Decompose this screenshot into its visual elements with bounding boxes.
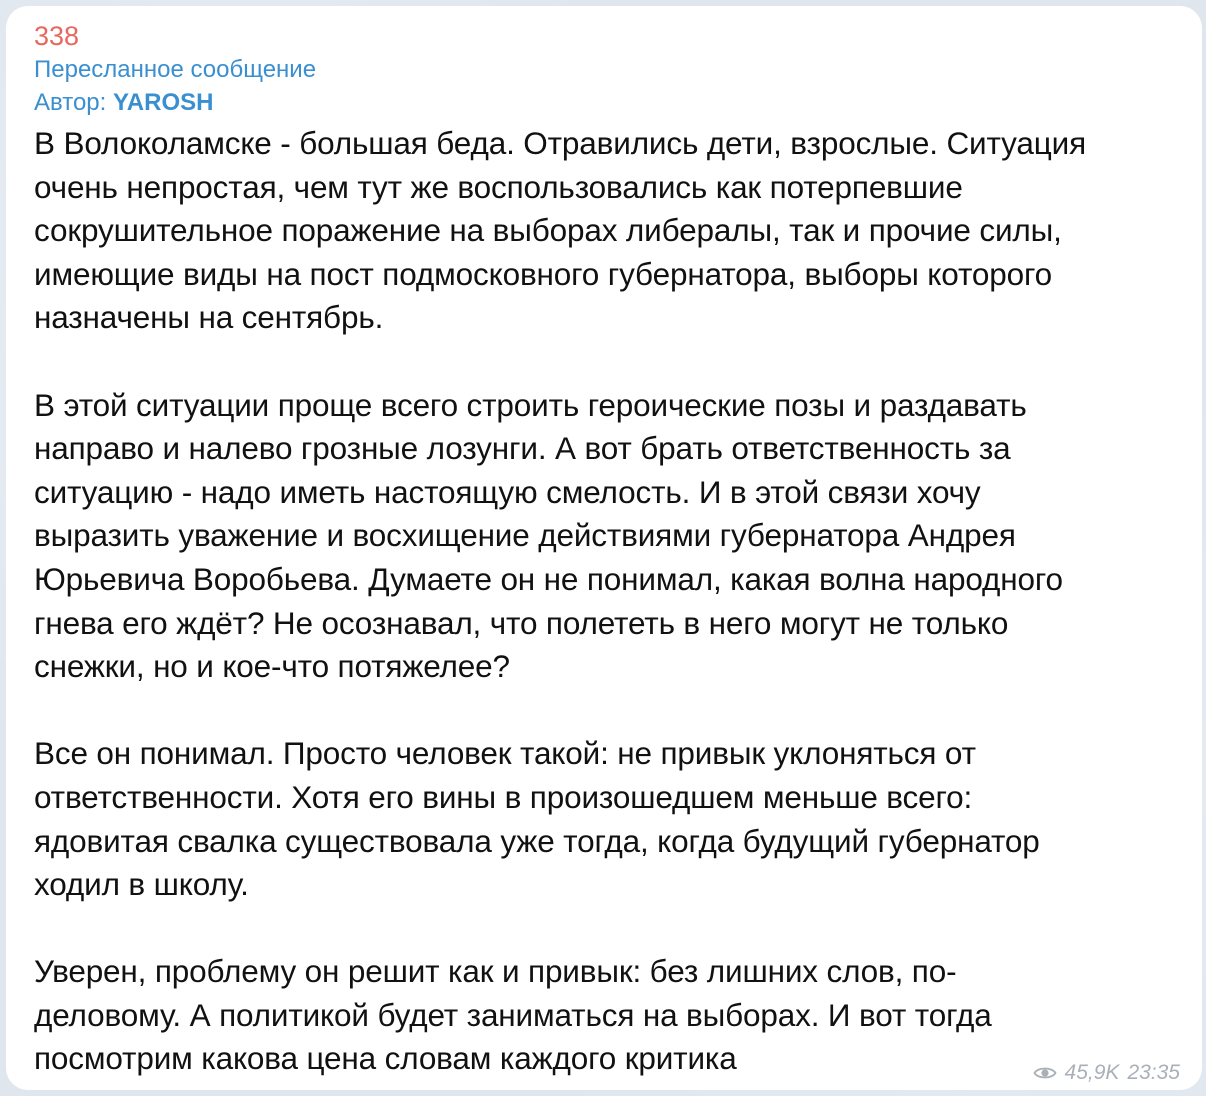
forward-header[interactable] <box>34 53 316 119</box>
text-line: снежки, но и кое-что потяжелее? <box>34 648 510 685</box>
message-meta <box>1033 1060 1180 1086</box>
text-line: деловому. А политикой будет заниматься на выборах. И вот тогда <box>34 996 992 1033</box>
text-line: ходил в школу. <box>34 866 249 903</box>
text-line: В этой ситуации проще всего строить героические позы и раздавать <box>34 386 1027 423</box>
text-line: гнева его ждёт? Не осознавал, что полететь в него могут не только <box>34 604 1009 641</box>
text-line: имеющие виды на пост подмосковного губернатора, выборы которого <box>34 255 1052 292</box>
author-name[interactable]: YAROSH <box>112 89 214 116</box>
message-text <box>34 122 1199 1081</box>
paragraph-3 <box>34 732 1199 906</box>
text-line: посмотрим какова цена словам каждого критика <box>34 1040 737 1077</box>
paragraph-4 <box>34 950 1199 1081</box>
text-line: выразить уважение и восхищение действиями губернатора Андрея <box>34 517 1016 554</box>
text-line: назначены на сентябрь. <box>34 299 384 336</box>
author-label: Автор: <box>34 89 113 116</box>
channel-name[interactable]: 338 <box>34 21 80 51</box>
text-line: направо и налево грозные лозунги. А вот брать ответственность за <box>34 430 1011 467</box>
text-line: ядовитая свалка существовала уже тогда, когда будущий губернатор <box>34 822 1040 859</box>
view-count: 45,9K <box>1064 1061 1120 1084</box>
text-line: Юрьевича Воробьева. Думаете он не понимал, какая волна народного <box>34 560 1063 597</box>
message-time: 23:35 <box>1127 1061 1180 1084</box>
text-line: Все он понимал. Просто человек такой: не привык уклоняться от <box>34 735 976 772</box>
paragraph-1 <box>34 122 1199 340</box>
message-bubble[interactable] <box>6 6 1202 1090</box>
text-line: сокрушительное поражение на выборах либералы, так и прочие силы, <box>34 212 1062 249</box>
author-line <box>34 86 316 119</box>
forwarded-label: Пересланное сообщение <box>34 56 317 83</box>
eye-icon <box>1033 1065 1057 1081</box>
text-line: В Волоколамске - большая беда. Отравились дети, взрослые. Ситуация <box>34 125 1086 161</box>
text-line: ответственности. Хотя его вины в произошедшем меньше всего: <box>34 778 973 815</box>
text-line: ситуацию - надо иметь настоящую смелость. И в этой связи хочу <box>34 473 981 510</box>
paragraph-2 <box>34 384 1199 689</box>
text-line: очень непростая, чем тут же воспользовались как потерпевшие <box>34 168 963 205</box>
text-line: Уверен, проблему он решит как и привык: без лишних слов, по- <box>34 953 957 990</box>
